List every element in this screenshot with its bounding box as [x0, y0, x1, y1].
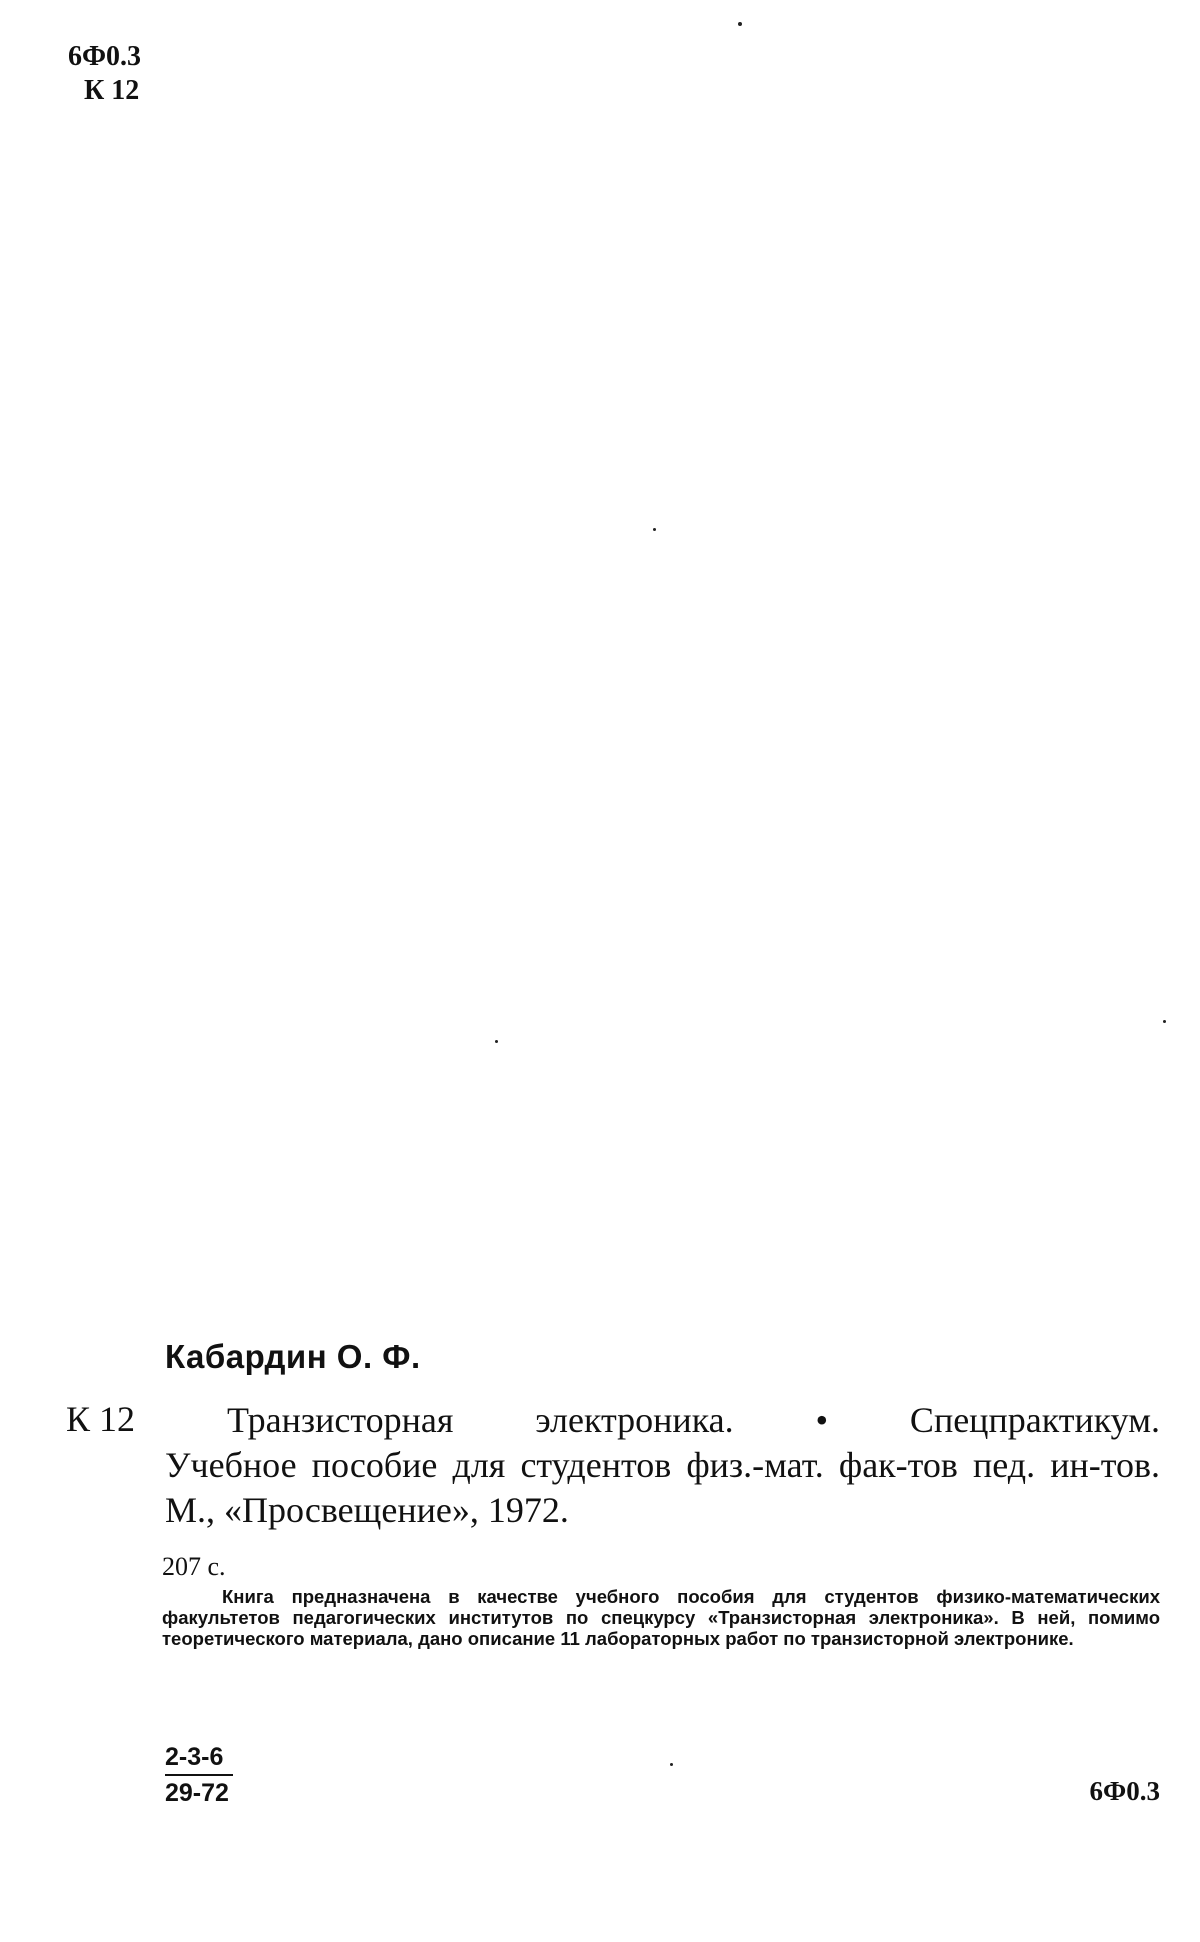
card-entry	[165, 1398, 1160, 1533]
publisher-code-numerator: 2-3-6	[165, 1740, 233, 1776]
scan-speck	[495, 1040, 498, 1043]
scan-speck	[738, 22, 742, 26]
publisher-code	[165, 1740, 233, 1810]
publisher-code-denominator: 29-72	[165, 1779, 229, 1807]
classification-index: 6Ф0.3	[68, 41, 142, 72]
scan-speck	[653, 528, 656, 531]
card-cutter-code: К 12	[66, 1399, 136, 1439]
scan-speck	[1163, 1020, 1166, 1023]
card-author: Кабардин О. Ф.	[165, 1338, 421, 1375]
book-title: Транзисторная электроника. • Спецпрактикум.	[227, 1400, 1160, 1440]
book-annotation: Книга предназначена в качестве учебного пособия для студентов физико-математических факультетов педагогических институтов по спецкурсу «Транзисторная электроника». В ней, помимо теоретического материала, дано описание 11 лабораторных работ по транзисторной электронике.	[162, 1586, 1160, 1649]
page-count: 207 с.	[162, 1552, 226, 1581]
book-details: Учебное пособие для студентов физ.-мат. фак-тов пед. ин-тов. М., «Просвещение», 1972.	[165, 1445, 1160, 1530]
author-cutter-code: К 12	[84, 75, 140, 106]
scan-speck	[670, 1763, 673, 1766]
classification-bottom: 6Ф0.3	[1089, 1776, 1160, 1806]
classification-block	[68, 40, 141, 108]
